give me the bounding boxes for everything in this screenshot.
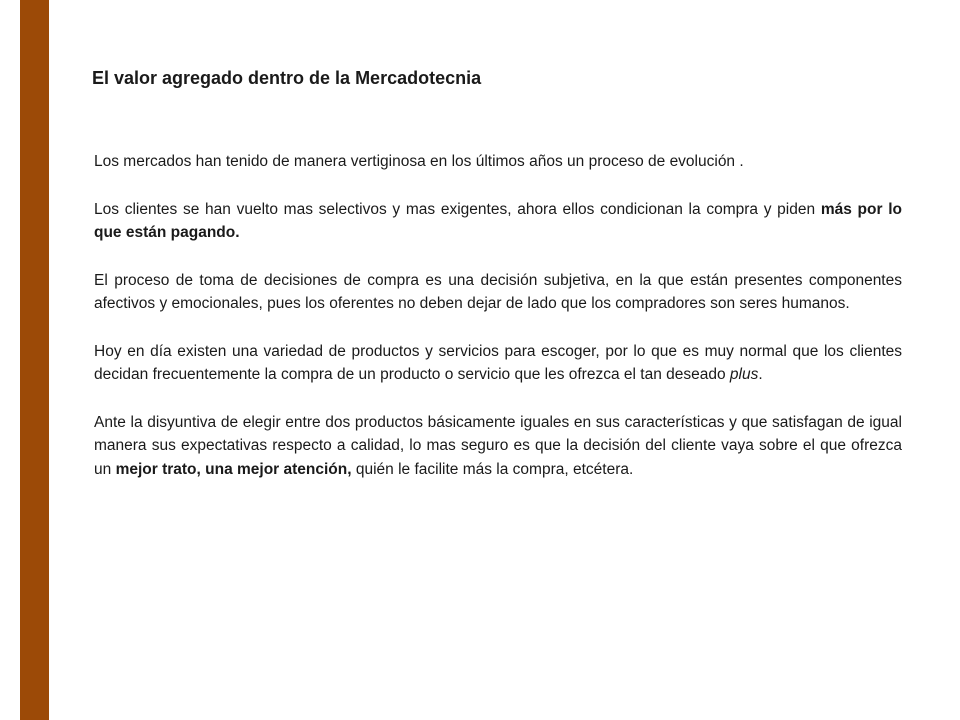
paragraph-4-text: Hoy en día existen una variedad de productos y servicios para escoger, por lo que es muy normal que los clientes decidan frecuentemente la compra de un producto o servicio que les ofrezca el tan deseado: [94, 342, 902, 383]
paragraph-4-italic: plus: [729, 366, 759, 383]
paragraph-5-text: Ante la disyuntiva de elegir entre dos productos básicamente iguales en sus características y que satisfagan de igual manera sus expectativas respecto a calidad, lo mas seguro es que la decisión del cliente vaya sobre el que ofrezca un: [94, 413, 902, 478]
slide-body: [94, 150, 902, 505]
slide-title: El valor agregado dentro de la Mercadotecnia: [92, 68, 482, 88]
paragraph-5: [94, 411, 902, 482]
paragraph-3: [94, 269, 902, 316]
paragraph-4: [94, 340, 902, 387]
paragraph-3-text: El proceso de toma de decisiones de compra es una decisión subjetiva, en la que están presentes componentes afectivos y emocionales, pues los oferentes no deben dejar de lado que los compradores son seres humanos.: [94, 271, 902, 312]
paragraph-5-emphasis: mejor trato, una mejor atención,: [115, 460, 352, 478]
side-accent-bar: [20, 0, 49, 720]
paragraph-1-text: Los mercados han tenido de manera vertiginosa en los últimos años un proceso de evolución .: [94, 153, 744, 170]
paragraph-2-text: Los clientes se han vuelto mas selectivos y mas exigentes, ahora ellos condicionan la compra y piden: [94, 200, 821, 218]
paragraph-2-emphasis: más por lo que están pagando.: [94, 200, 902, 241]
paragraph-2: [94, 198, 902, 245]
paragraph-1: [94, 150, 902, 174]
paragraph-4-end: .: [758, 366, 763, 383]
paragraph-5-end: quién le facilite más la compra, etcétera.: [351, 460, 634, 478]
